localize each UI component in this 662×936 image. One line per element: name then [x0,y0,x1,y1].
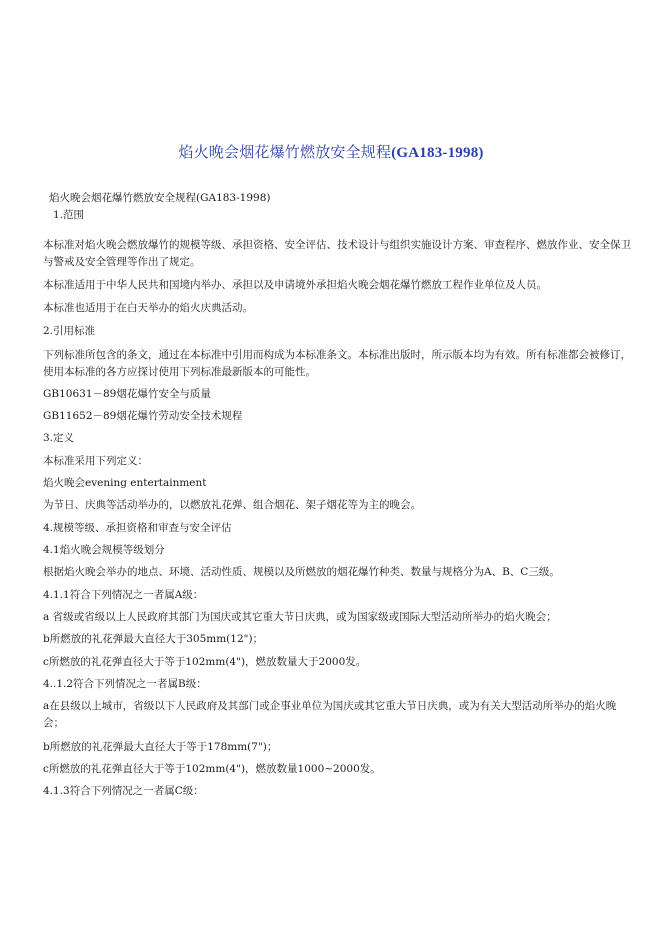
paragraph-applicability: 本标准适用于中华人民共和国境内举办、承担以及申请境外承担焰火晚会烟花爆竹燃放工程作业单位及人员。 [43,279,547,291]
title-code: (GA183-1998) [391,145,484,161]
title-cn: 焰火晚会烟花爆竹燃放安全规程 [178,143,392,161]
definition-term: 焰火晚会evening entertainment [43,477,207,489]
clause-b-item-a: a在县级以上城市，省级以下人民政府及其部门或企事业单位为国庆或其它重大节日庆典，或为有关大型活动所举办的焰火晚会； [43,700,617,729]
paragraph-scope: 本标准对焰火晚会燃放爆竹的规模等级、承担资格、安全评估、技术设计与组织实施设计方案、审查程序、燃放作业、安全保卫与警戒及安全管理等作出了规定。 [43,239,631,268]
clause-4-1-3: 4.1.3符合下列情况之一者属C级： [43,785,204,797]
reference-gb11652: GB11652－89烟花爆竹劳动安全技术规程 [43,410,243,422]
clause-4-1-1: 4.1.1符合下列情况之一者属A级： [43,589,204,601]
definition-body: 为节日、庆典等活动举办的，以燃放礼花弹、组合烟花、架子烟花等为主的晚会。 [43,499,421,511]
reference-gb10631: GB10631－89烟花爆竹安全与质量 [43,388,211,400]
paragraph-definitions-intro: 本标准采用下列定义： [43,455,148,467]
paragraph-references: 下列标准所包含的条文，通过在本标准中引用而构成为本标准条文。本标准出版时，所示版本均为有效。所有标准都会被修订，使用本标准的各方应探讨使用下列标准最新版本的可能性。 [43,349,631,378]
subsection-heading-4-1: 4.1焰火晚会规模等级划分 [43,544,165,556]
paragraph-classification: 根据焰火晚会举办的地点、环境、活动性质、规模以及所燃放的烟花爆竹种类、数量与规格分为A、B、C三级。 [43,566,560,578]
section-heading-definitions: 3.定义 [43,432,75,444]
clause-b-item-b: b所燃放的礼花弹最大直径大于等于178mm(7")； [43,741,278,753]
clause-a-item-a: a 省级或省级以上人民政府其部门为国庆或其它重大节日庆典，或为国家级或国际大型活动所举办的焰火晚会； [43,611,557,623]
subtitle-line: 焰火晚会烟花爆竹燃放安全规程(GA183-1998) [49,192,271,204]
section-heading-scope: 1.范围 [53,209,85,221]
clause-a-item-c: c所燃放的礼花弹直径大于等于102mm(4")，燃放数量大于2000发。 [43,656,367,668]
clause-a-item-b: b所燃放的礼花弹最大直径大于305mm(12")； [43,633,264,645]
section-heading-references: 2.引用标准 [43,325,96,337]
clause-b-item-c: c所燃放的礼花弹直径大于等于102mm(4")，燃放数量1000~2000发。 [43,763,381,775]
clause-4-1-2: 4..1.2符合下列情况之一者属B级： [43,678,207,690]
paragraph-daytime: 本标准也适用于在白天举办的焰火庆典活动。 [43,302,253,314]
section-heading-scale: 4.规模等级、承担资格和审查与安全评估 [43,522,232,534]
document-title [0,141,662,162]
